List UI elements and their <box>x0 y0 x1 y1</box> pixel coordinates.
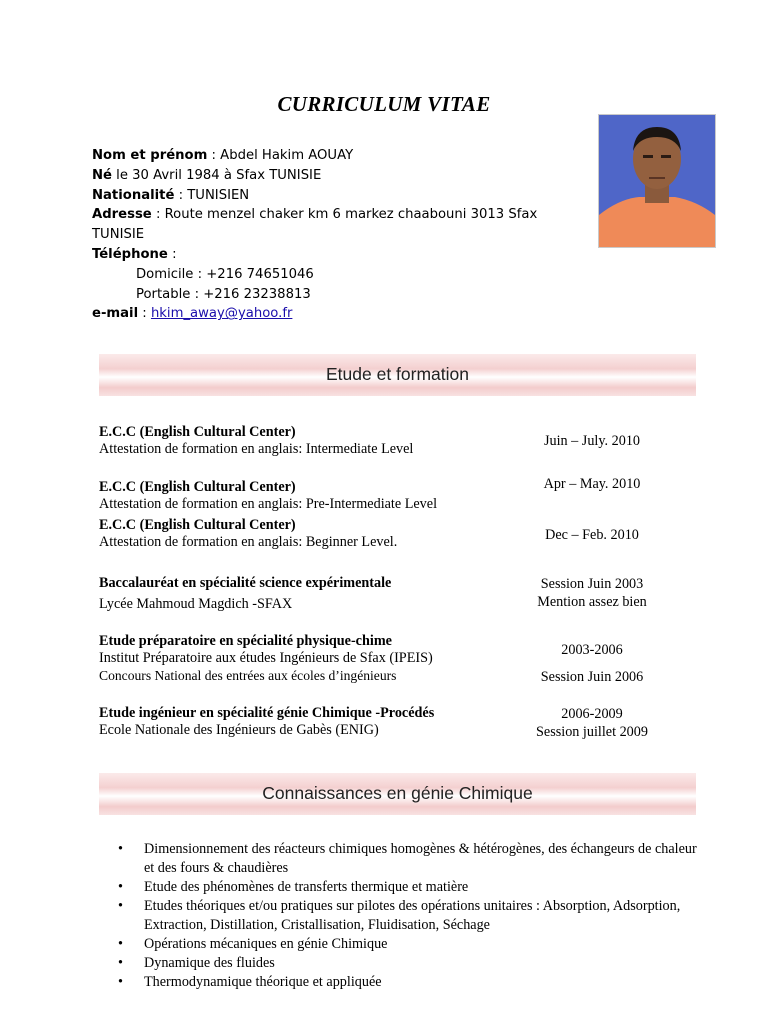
education-detail: Attestation de formation en anglais: Beginner Level. <box>99 534 398 550</box>
section-header-education: Etude et formation <box>99 354 696 396</box>
education-date: Juin – July. 2010 <box>543 433 641 449</box>
education-detail: Institut Préparatoire aux études Ingénieurs de Sfax (IPEIS) <box>99 650 433 666</box>
email-link[interactable]: hkim_away@yahoo.fr <box>150 306 293 322</box>
skill-text: Etude des phénomènes de transferts thermique et matière <box>144 879 469 895</box>
address-label: Adresse <box>92 207 152 223</box>
education-detail: Ecole Nationale des Ingénieurs de Gabès (ENIG) <box>99 722 379 738</box>
list-item <box>118 935 708 954</box>
email-label: e-mail <box>92 306 139 322</box>
education-date-2 <box>512 475 672 493</box>
education-title: Etude ingénieur en spécialité génie Chimique -Procédés <box>99 705 435 721</box>
education-date: Session Juin 2003 <box>540 576 644 592</box>
education-date-6 <box>512 705 672 741</box>
education-date-4 <box>512 575 672 611</box>
education-detail-2: Concours National des entrées aux écoles d’ingénieurs <box>99 668 397 683</box>
education-entry-1 <box>99 424 529 458</box>
nationality-value: : TUNISIEN <box>174 187 250 203</box>
name-row <box>92 146 562 166</box>
address-row-2 <box>92 225 562 245</box>
name-label: Nom et prénom <box>92 148 208 163</box>
education-date: 2006-2009 <box>561 706 623 722</box>
address-value: : Route menzel chaker km 6 markez chaabouni 3013 Sfax <box>151 207 538 223</box>
education-date-3 <box>512 526 672 544</box>
education-title: Etude préparatoire en spécialité physique-chime <box>99 633 392 649</box>
education-detail: Attestation de formation en anglais: Intermediate Level <box>99 441 414 457</box>
phone-separator: : <box>167 246 177 262</box>
education-mention: Mention assez bien <box>537 594 647 610</box>
name-value: : Abdel Hakim AOUAY <box>207 148 354 163</box>
education-entry-6 <box>99 705 529 739</box>
skill-text: Opérations mécaniques en génie Chimique <box>144 936 388 952</box>
bullet-icon: • <box>118 879 123 895</box>
birth-row <box>92 166 562 186</box>
bullet-icon: • <box>118 898 123 914</box>
personal-info <box>92 146 562 324</box>
nationality-label: Nationalité <box>92 187 175 203</box>
education-title: E.C.C (English Cultural Center) <box>99 479 296 495</box>
education-detail: Lycée Mahmoud Magdich -SFAX <box>99 596 293 612</box>
skill-text: Thermodynamique théorique et appliquée <box>144 974 382 990</box>
nationality-row <box>92 186 562 206</box>
phone-row <box>92 245 562 265</box>
page-title: CURRICULUM VITAE <box>277 92 491 116</box>
list-item <box>118 840 708 878</box>
education-title: E.C.C (English Cultural Center) <box>99 517 296 533</box>
mobile-phone: Portable : +216 23238813 <box>136 286 311 302</box>
email-row <box>92 304 562 324</box>
bullet-icon: • <box>118 974 123 990</box>
education-date-5 <box>512 641 672 686</box>
education-date: Apr – May. 2010 <box>543 476 641 492</box>
born-label: Né <box>92 167 112 183</box>
education-title: Baccalauréat en spécialité science expérimentale <box>99 575 392 591</box>
education-session: Session juillet 2009 <box>536 724 648 740</box>
education-session: Session Juin 2006 <box>540 669 644 685</box>
education-detail: Attestation de formation en anglais: Pre-Intermediate Level <box>99 496 438 512</box>
education-entry-5 <box>99 633 529 684</box>
skills-list <box>118 840 708 992</box>
education-entry-3 <box>99 517 529 551</box>
phone-label: Téléphone <box>92 246 168 262</box>
list-item <box>118 954 708 973</box>
address-value-2: TUNISIE <box>92 227 145 243</box>
education-title: E.C.C (English Cultural Center) <box>99 424 296 440</box>
education-entry-4 <box>99 575 529 613</box>
skill-text: Dimensionnement des réacteurs chimiques homogènes & hétérogènes, des échangeurs de chaleur et des fours & chaudières <box>144 841 697 876</box>
list-item <box>118 973 708 992</box>
bullet-icon: • <box>118 955 123 971</box>
born-value: le 30 Avril 1984 à Sfax TUNISIE <box>111 167 322 183</box>
education-entry-2 <box>99 479 529 513</box>
home-phone: Domicile : +216 74651046 <box>136 266 314 282</box>
list-item <box>118 897 708 935</box>
section-header-skills: Connaissances en génie Chimique <box>99 773 696 815</box>
address-row <box>92 205 562 225</box>
email-separator: : <box>138 306 151 322</box>
bullet-icon: • <box>118 841 123 857</box>
profile-photo <box>598 114 716 248</box>
skill-text: Dynamique des fluides <box>144 955 275 971</box>
skill-text: Etudes théoriques et/ou pratiques sur pilotes des opérations unitaires : Absorption, Adsorption, Extraction, Distillation, Cristallisation, Fluidisation, Séchage <box>144 898 681 933</box>
education-date: Dec – Feb. 2010 <box>545 527 639 543</box>
education-date: 2003-2006 <box>561 642 623 658</box>
bullet-icon: • <box>118 936 123 952</box>
list-item <box>118 878 708 897</box>
education-date-1 <box>512 432 672 450</box>
